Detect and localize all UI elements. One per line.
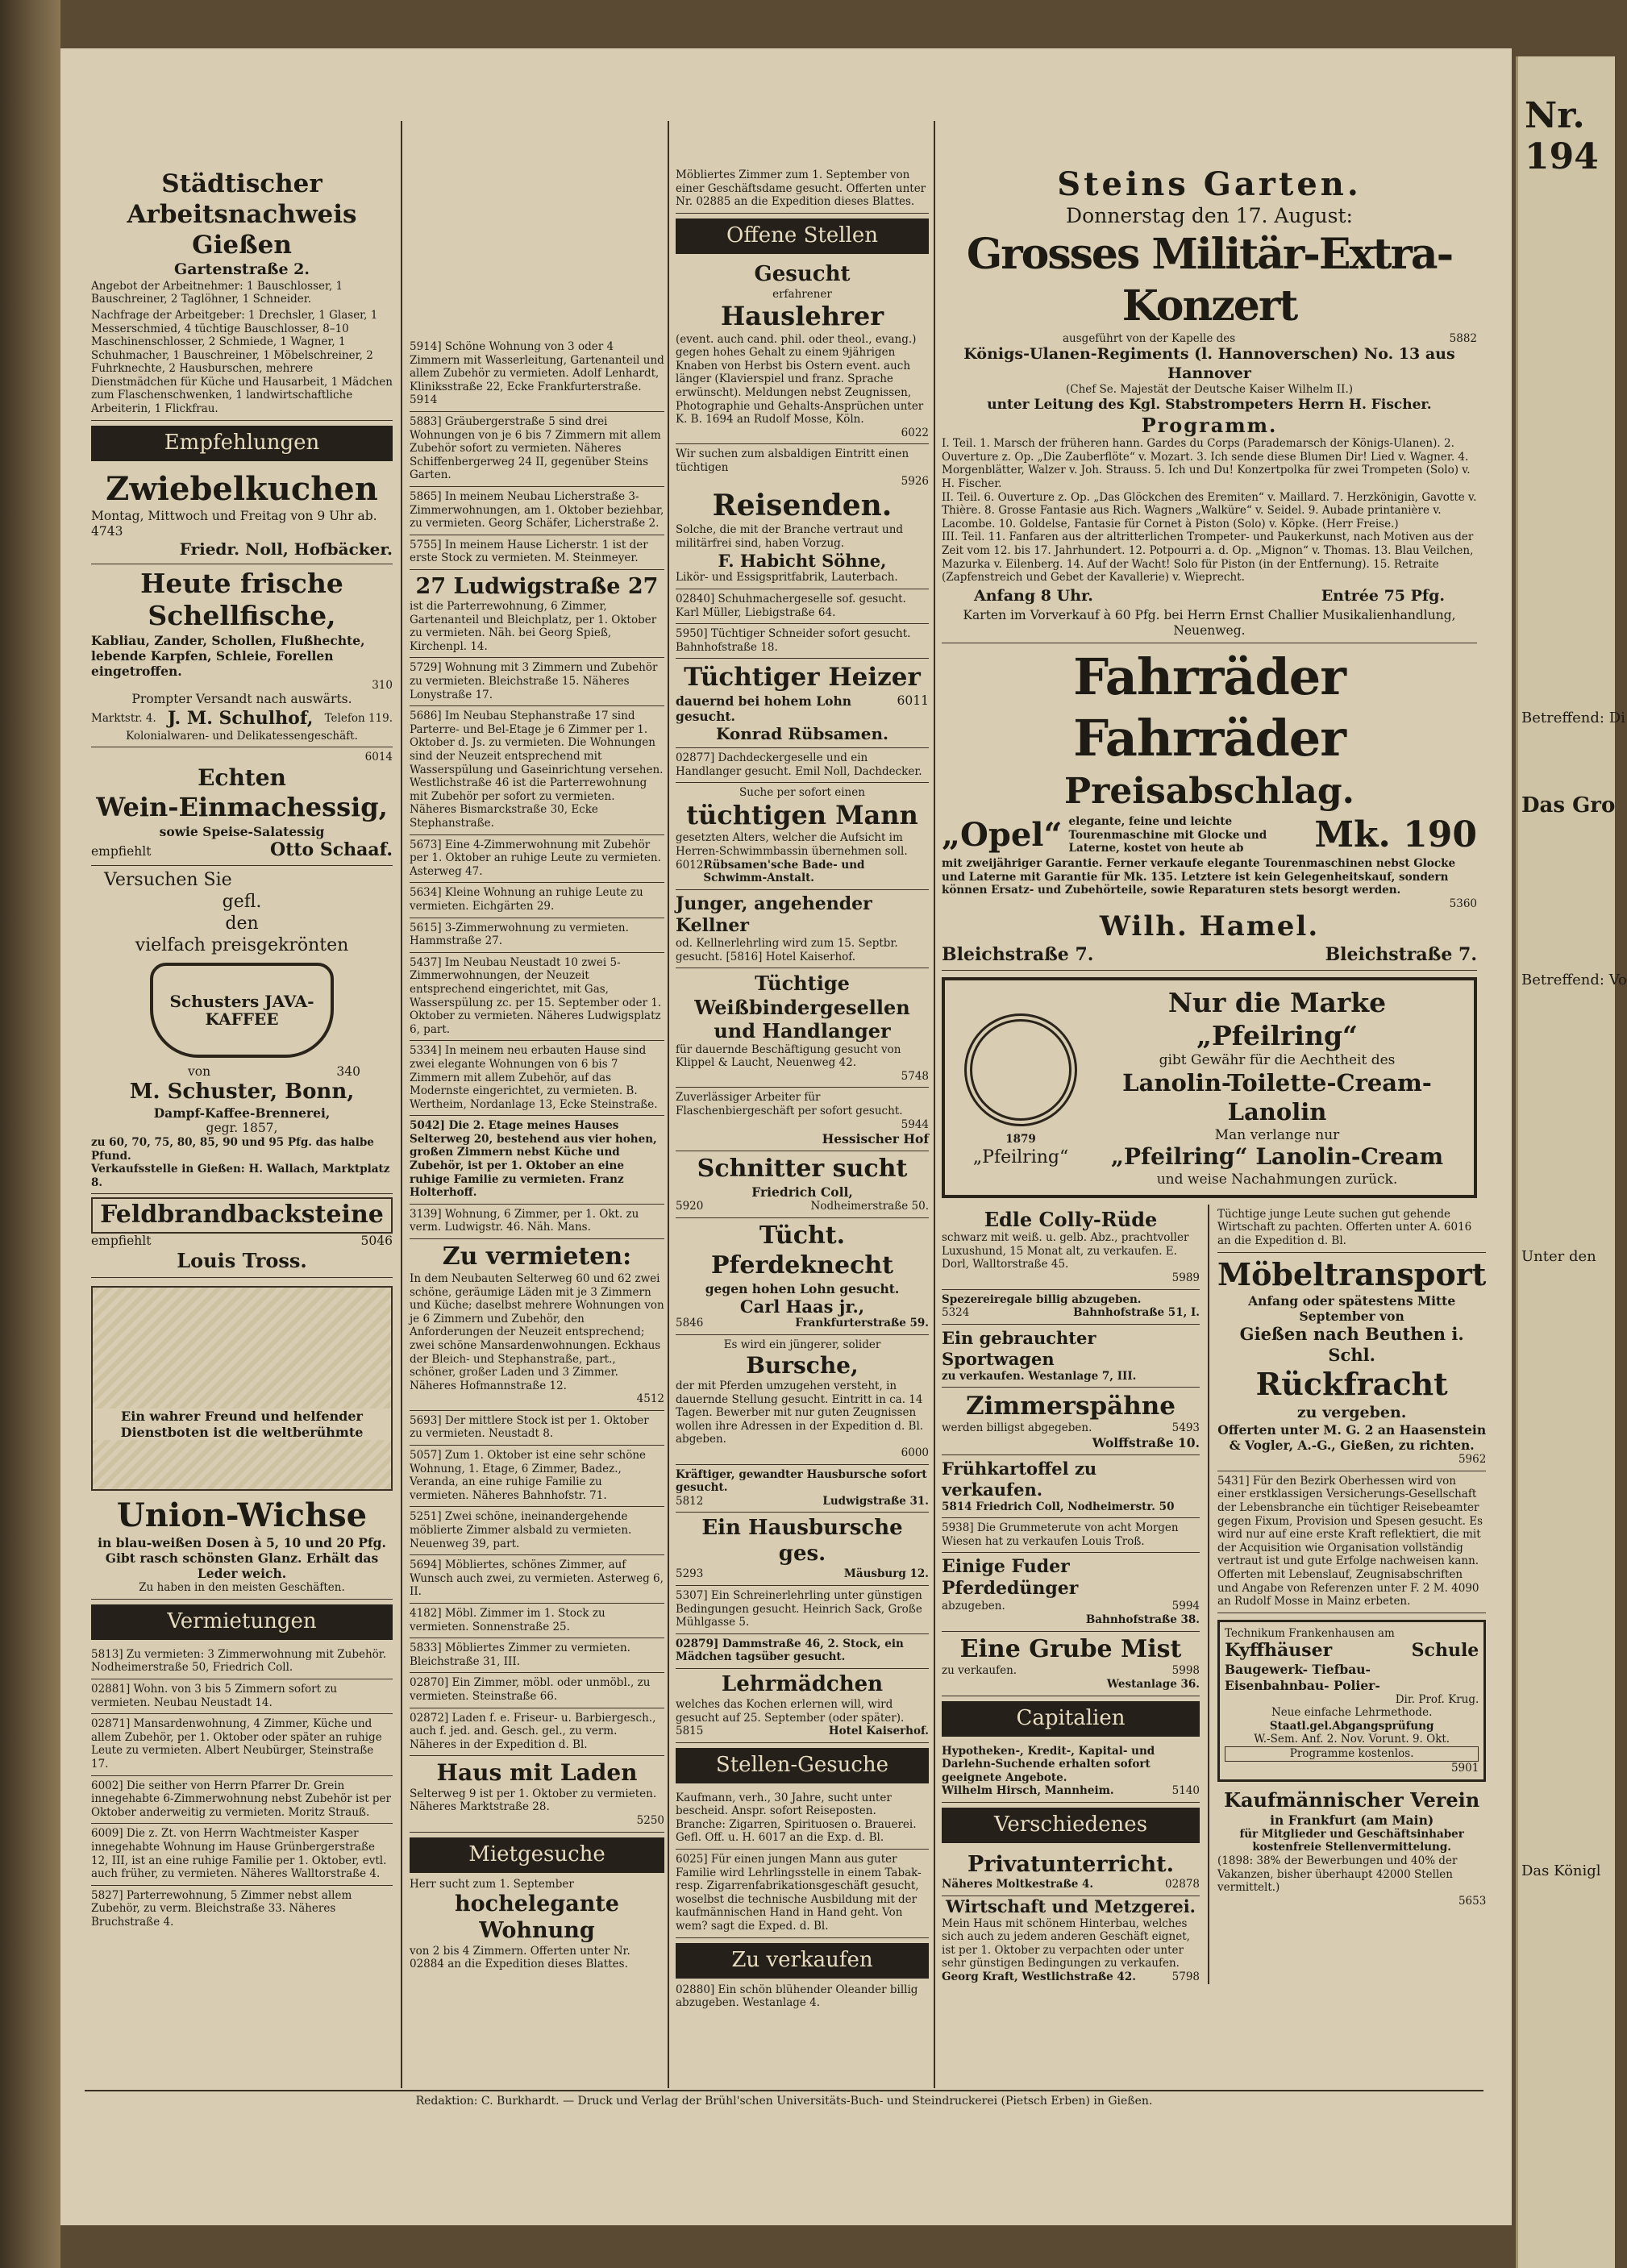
ad-text: „Pfeilring“: [972, 1146, 1069, 1167]
ad-text: schwarz mit weiß. u. gelb. Abz., prachtvoller Luxushund, 15 Monat alt, zu verkaufen. E. Dorl, Walltorstraße 45.: [942, 1231, 1189, 1271]
classified-item: 02871] Mansardenwohnung, 4 Zimmer, Küche und allem Zubehör, per 1. Oktober oder später an ruhige Leute zu vermieten. Albert Neubürger, Steinstraße 17.: [91, 1714, 393, 1775]
ad-text: Näheres Moltkestraße 4.: [942, 1878, 1094, 1891]
ad-text: von: [188, 1063, 211, 1079]
classified-item: 5938] Die Grummeterute von acht Morgen Wiesen hat zu verkaufen Louis Troß.: [942, 1518, 1200, 1553]
ad-text: Programme kostenlos.: [1225, 1746, 1479, 1762]
ad-number: 5653: [1458, 1894, 1487, 1908]
program-part: III. Teil. 11. Fanfaren aus der altritterlichen Trompeter- und Paukerkunst, nach Motiven aus der Zeit vom 12. bis 17. Jahrhundert. 12. Potpourri a. d. Op. „Mignon“ v. Thomas. 13. Blau Veilchen, Mazurka v. Eilenberg. 14. Auf der Wacht! Solo für Piston (in der Entfernung). 15. Retraite (Zapfenstreich und Gebet der Kavallerie) v. Wieprecht.: [942, 531, 1474, 585]
ad-brand-opel: „Opel“: [942, 816, 1063, 855]
classified-item: 02870] Ein Zimmer, möbl. oder unmöbl., zu vermieten. Steinstraße 66.: [410, 1673, 664, 1708]
ad-text: ausgeführt von der Kapelle des: [1063, 331, 1236, 345]
ad-text: (1898: 38% der Bewerbungen und 40% der Vakanzen, bisher überhaupt 42000 Stellen vermittelt.): [1217, 1854, 1458, 1895]
ad-number: 6011: [897, 693, 929, 708]
classified-item: 5827] Parterrewohnung, 5 Zimmer nebst allem Zubehör, zu verm. Bleichstraße 33. Näheres Bruchstraße 4.: [91, 1888, 352, 1929]
ad-address: Bahnhofstraße 51, I.: [1073, 1306, 1200, 1320]
ad-text: Spezereiregale billig abzugeben.: [942, 1292, 1142, 1306]
ad-text: Karten im Vorverkauf à 60 Pfg. bei Herrn Ernst Challier Musikalienhandlung, Neuenweg.: [963, 608, 1456, 639]
ad-text: Herr sucht zum 1. September: [410, 1877, 574, 1891]
classified-item: 5865] In meinem Neubau Licherstraße 3-Zimmerwohnungen, am 1. Oktober beziehbar, zu vermieten. Georg Schäfer, Licherstraße 2.: [410, 487, 664, 535]
ad-text: mit zweijähriger Garantie. Ferner verkaufe elegante Tourenmaschinen nebst Glocke und Laterne mit Garantie für Mk. 135. Letztere ist kein Gelegenheitskauf, sondern können Ersatz- und Zubehörteile, sowie Reparaturen stets besorgt werden.: [942, 856, 1456, 897]
ad-text: (Chef Se. Majestät der Deutsche Kaiser Wilhelm II.): [1065, 383, 1354, 397]
ad-title-wirtschaft: Wirtschaft und Metzgerei.: [945, 1896, 1196, 1916]
ad-text: empfiehlt: [91, 1234, 152, 1249]
ad-title: Echten: [198, 764, 286, 791]
ad-number: 5944: [901, 1117, 929, 1131]
ad-number: 6022: [901, 426, 929, 439]
next-page-fragment: Das Gro: [1521, 793, 1616, 818]
ad-text: Zu haben in den meisten Geschäften.: [139, 1581, 345, 1595]
ad-number: 5360: [1449, 897, 1477, 910]
ad-number: 5493: [1171, 1421, 1200, 1435]
ad-number: 5989: [1171, 1271, 1200, 1285]
ad-title-sportwagen: Ein gebrauchter Sportwagen: [942, 1327, 1096, 1369]
ad-text: Es wird ein jüngerer, solider: [723, 1338, 881, 1352]
column-1: [85, 165, 399, 1929]
ad-text: Staatl.gel.Abgangsprüfung: [1269, 1719, 1434, 1733]
ad-number: 5882: [1449, 331, 1477, 345]
ad-signature: Otto Schaaf.: [270, 839, 393, 860]
ad-text: werden billigst abgegeben.: [942, 1421, 1092, 1435]
ad-number: 5748: [901, 1069, 929, 1083]
ad-brand: „Pfeilring“ Lanolin-Cream: [1110, 1143, 1444, 1171]
ad-title-hochelegante-wohnung: hochelegante Wohnung: [455, 1891, 619, 1944]
column-2: [403, 337, 671, 1971]
ad-text: für dauernde Beschäftigung gesucht von Klippel & Laucht, Neuenweg 42.: [676, 1042, 901, 1070]
classified-item: 02877] Dachdeckergeselle und ein Handlanger gesucht. Emil Noll, Dachdecker.: [676, 748, 929, 783]
ad-text: Man verlange nur: [1214, 1126, 1340, 1143]
ad-signature: Hotel Kaiserhof.: [828, 1725, 929, 1738]
ad-signature: J. M. Schulhof,: [167, 707, 314, 729]
ad-text: vielfach preisgekrönten: [135, 934, 349, 955]
next-page-fragment: Unter den: [1521, 1247, 1596, 1265]
ad-title-colly: Edle Colly-Rüde: [984, 1207, 1158, 1231]
ad-title-kyffhaeuser: Kyffhäuser: [1225, 1640, 1333, 1662]
classified-item: 02872] Laden f. e. Friseur- u. Barbiergesch., auch f. jed. and. Gesch. gel., zu verm. Näheres in der Expedition d. Bl.: [410, 1708, 664, 1757]
ad-number: 4512: [636, 1392, 664, 1406]
ad-text: Verkaufsstelle in Gießen: H. Wallach, Marktplatz 8.: [91, 1163, 390, 1189]
ad-address: Ludwigstraße 31.: [822, 1494, 929, 1508]
classified-item: 5431] Für den Bezirk Oberhessen wird von einer erstklassigen Versicherungs-Gesellschaft der Lebensbranche ein tüchtiger Reisebeamter gegen Fixum, Provision und Spesen gesucht. Es wird nur auf eine erste Kraft reflektiert, die mit der Acquisition wie Organisation vollständig vertraut ist und gute Erfolge nachweisen kann. Offerten mit Lebenslauf, Zeugnisabschriften und Angabe von Referenzen unter F. 2 M. 4090 an Rudolf Mosse in Mainz erbeten.: [1217, 1471, 1486, 1613]
pfeilring-ad: [942, 977, 1477, 1198]
ad-address: Frankfurterstraße 59.: [795, 1317, 929, 1330]
ad-title-schnitter: Schnitter sucht: [697, 1155, 908, 1184]
ad-number: 6014: [364, 751, 393, 764]
classified-item: 5334] In meinem neu erbauten Hause sind zwei elegante Wohnungen von 6 bis 7 Zimmern mit allem Zubehör, auf das Modernste eingerichtet, zu vermieten. B. Wertheim, Nordanlage 13, Ecke Steinstraße.: [410, 1041, 664, 1116]
ad-address: Bleichstraße 7.: [1325, 944, 1477, 966]
section-banner-capitalien: Capitalien: [942, 1701, 1200, 1737]
classified-item: 5813] Zu vermieten: 3 Zimmerwohnung mit Zubehör. Nodheimerstraße 50, Friedrich Coll.: [91, 1645, 393, 1679]
ad-text: od. Kellnerlehrling wird zum 15. Septbr. gesucht. [5816] Hotel Kaiserhof.: [676, 936, 898, 963]
classified-item: 5729] Wohnung mit 3 Zimmern und Zubehör zu vermieten. Bleichstraße 15. Näheres Lonystraße 17.: [410, 658, 664, 706]
classified-item: 6009] Die z. Zt. von Herrn Wachtmeister Kasper innegehabte Wohnung im Hause Grünbergerstraße 12, III, ist an eine ruhige Familie per 1. Oktober, evtl. auch früher, zu vermieten. Näheres Walltorstraße 4.: [91, 1824, 393, 1885]
classified-item: 5686] Im Neubau Stephanstraße 17 sind Parterre- und Bel-Etage je 6 Zimmer per 1. Oktober d. Js. zu vermieten. Die Wohnungen sind der Neuzeit entsprechend mit Wasserspülung und Gaseinrichtung versehen. Westlichstraße 46 ist die Parterrewohnung mit Zubehör per sofort zu vermieten. Näheres Bismarckstraße 30, Ecke Stephanstraße.: [410, 706, 664, 834]
ad-text: Anfang oder spätestens Mitte September von: [1248, 1293, 1456, 1325]
section-banner-offene-stellen: Offene Stellen: [676, 218, 929, 254]
ad-text: Prompter Versandt nach auswärts.: [131, 692, 352, 707]
classified-item: 02879] Dammstraße 46, 2. Stock, ein Mädchen tagsüber gesucht.: [676, 1634, 929, 1669]
ad-text: der mit Pferden umzugehen versteht, in dauernde Stellung gesucht. Eintritt in ca. 14 Tagen. Bewerber mit nur guten Zeugnissen wollen ihre Adressen in der Expedition d. Bl. abgeben.: [676, 1380, 924, 1446]
ad-text: dauernd bei hohem Lohn gesucht.: [676, 693, 851, 724]
classified-item: Kaufmann, verh., 30 Jahre, sucht unter bescheid. Anspr. sofort Reiseposten. Branche: Zigarren, Spirituosen o. Brauerei. Gefl. Off. u. H. 6017 an die Exp. d. Bl.: [676, 1788, 929, 1850]
classified-item: 5673] Eine 4-Zimmerwohnung mit Zubehör per 1. Oktober an ruhige Leute zu vermieten. Asterweg 47.: [410, 835, 664, 884]
ad-title-hausbursche: Ein Hausbursche ges.: [701, 1516, 903, 1567]
coffee-cup-logo: Schusters JAVA-KAFFEE: [150, 963, 334, 1058]
section-banner-verschiedenes: Verschiedenes: [942, 1808, 1200, 1843]
ad-number: 310: [372, 678, 393, 692]
classified-item: Möbliertes Zimmer zum 1. September von einer Geschäftsdame gesucht. Offerten unter Nr. 02885 an die Expedition dieses Blattes.: [676, 165, 929, 214]
ad-title-rueckfracht: Rückfracht: [1255, 1366, 1448, 1403]
next-page-fragment: Betreffend: Vo: [1521, 972, 1627, 988]
ad-text: Versuchen Sie: [104, 869, 232, 890]
ad-address: Mäusburg 12.: [843, 1567, 929, 1581]
classified-item: 5833] Möbliertes Zimmer zu vermieten. Bleichstraße 31, III.: [410, 1638, 664, 1673]
ad-number: 5812: [676, 1494, 704, 1508]
ad-number: 5046: [360, 1234, 393, 1249]
ad-text: sowie Speise-Salatessig: [159, 823, 325, 839]
ad-signature: Wilhelm Hirsch, Mannheim.: [942, 1784, 1114, 1798]
ad-signature: Louis Tross.: [177, 1249, 307, 1273]
ad-year: 1879: [1005, 1133, 1036, 1146]
ad-title-pfeilring: Nur die Marke „Pfeilring“: [1167, 987, 1387, 1051]
classified-item: 02840] Schuhmachergeselle sof. gesucht. Karl Müller, Liebigstraße 64.: [676, 589, 929, 624]
ad-text: Kräftiger, gewandter Hausbursche sofort gesucht.: [676, 1467, 927, 1495]
ad-number: 5926: [901, 474, 929, 488]
column-4: [935, 161, 1487, 1984]
ad-number: 5994: [1171, 1600, 1200, 1613]
ad-number: 5815: [676, 1725, 704, 1738]
classified-item: 5307] Ein Schreinerlehrling unter günstigen Bedingungen gesucht. Heinrich Sack, Große Mühlgasse 5.: [676, 1586, 929, 1634]
ad-signature: Friedrich Coll,: [751, 1184, 853, 1201]
ad-text: Wir suchen zum alsbaldigen Eintritt einen tüchtigen: [676, 447, 909, 475]
ad-subtitle-programm: Programm.: [1141, 413, 1278, 437]
ad-number: 02878: [1165, 1878, 1200, 1891]
ad-number: 5920: [676, 1200, 704, 1213]
ad-number: 4743: [91, 523, 123, 539]
ad-price: Mk. 190: [1314, 814, 1477, 855]
ad-text: in Frankfurt (am Main): [1270, 1812, 1434, 1828]
ad-title-tuechtigen-mann: tüchtigen Mann: [686, 800, 918, 831]
ad-address: Wolffstraße 10.: [1092, 1434, 1200, 1450]
ad-address: Bleichstraße 7.: [942, 944, 1094, 966]
ad-text: Suche per sofort einen: [739, 786, 865, 800]
ad-signature: Hessischer Hof: [822, 1131, 929, 1147]
ad-text: empfiehlt: [91, 843, 152, 859]
classified-item: 5042] Die 2. Etage meines Hauses Selterweg 20, bestehend aus vier hohen, großen Zimmern nebst Küche und Zubehör, ist per 1. Oktober an eine ruhige Familie zu vermieten. Franz Holterhoff.: [410, 1116, 664, 1205]
column-rule: [401, 121, 402, 2088]
nachfrage-text: Nachfrage der Arbeitgeber: 1 Drechsler, 1 Glaser, 1 Messerschmied, 4 tüchtige Bauschlosser, 8–10 Maschinenschlosser, 2 Schmiede, 1 Wagner, 1 Schuhmacher, 1 Bauschreiner, 1 Möbelschreiner, 2 Fuhrknechte, 2 Hausburschen, mehrere Dienstmädchen für Küche und Hausarbeit, 1 Mädchen zum Flaschenschwenken, 1 landwirtschaftliche Arbeiterin, 1 Flickfrau.: [91, 308, 393, 416]
ad-title-ludwigstrasse: 27 Ludwigstraße 27: [415, 573, 659, 599]
ad-title-kellner: Junger, angehender Kellner: [676, 893, 872, 936]
ad-signature: Rübsamen'sche Bade- und Schwimm-Anstalt.: [703, 858, 865, 885]
ad-title-fahrraeder: Fahrräder Fahrräder: [1073, 647, 1346, 768]
ad-signature: Carl Haas jr.,: [739, 1296, 865, 1317]
classified-item: 5251] Zwei schöne, ineinandergehende möblierte Zimmer alsbald zu vermieten. Neuenweg 39, part.: [410, 1507, 664, 1555]
ad-text: Gießen nach Beuthen i. Schl.: [1239, 1324, 1464, 1366]
ad-text: gegen hohen Lohn gesucht.: [705, 1280, 900, 1296]
ad-number: 5140: [1171, 1784, 1200, 1798]
ad-text: für Mitglieder und Geschäftsinhaber kostenfreie Stellenvermittelung.: [1239, 1827, 1464, 1854]
ad-title-zwiebelkuchen: Zwiebelkuchen: [106, 469, 378, 508]
ad-address: Marktstr. 4.: [91, 711, 156, 725]
classified-item: 6002] Die seither von Herrn Pfarrer Dr. Grein innegehabte 6-Zimmerwohnung nebst Zubehör ist per Oktober anderweitig zu vermieten. Moritz Strauß.: [91, 1776, 393, 1825]
ad-text: ist die Parterrewohnung, 6 Zimmer, Gartenanteil und Bleichplatz, per 1. Oktober zu vermieten. Näh. bei Georg Spieß, Kirchenpl. 14.: [410, 600, 657, 653]
ad-number: 5324: [942, 1306, 970, 1320]
ad-number: 5901: [1450, 1761, 1479, 1775]
ad-signature: M. Schuster, Bonn,: [129, 1079, 355, 1104]
kyffhaeuser-ad: [1217, 1620, 1486, 1782]
ad-text: zu verkaufen. Westanlage 7, III.: [942, 1369, 1137, 1383]
classified-item: 5694] Möbliertes, schönes Zimmer, auf Wunsch auch zwei, zu vermieten. Asterweg 6, II.: [410, 1555, 664, 1604]
ad-title-grube-mist: Eine Grube Mist: [959, 1634, 1182, 1663]
ad-title-hauslehrer: Hauslehrer: [720, 301, 884, 332]
ad-signature: F. Habicht Söhne,: [718, 550, 887, 571]
ad-text: zu vergeben.: [1296, 1403, 1407, 1421]
ad-title-union-wichse: Union-Wichse: [116, 1496, 368, 1534]
classified-item: 5950] Tüchtiger Schneider sofort gesucht. Bahnhofstraße 18.: [676, 624, 929, 659]
classified-item: 3139] Wohnung, 6 Zimmer, per 1. Okt. zu verm. Ludwigstr. 46. Näh. Mans.: [410, 1205, 664, 1239]
ad-title-weissbinder: Tüchtige Weißbindergesellen und Handlanger: [694, 972, 910, 1043]
ad-text: Gesucht: [754, 261, 851, 286]
ad-text: Dampf-Kaffee-Brennerei,: [153, 1105, 331, 1121]
ad-text: Ein wahrer Freund und helfender Dienstboten ist die weltberühmte: [93, 1409, 391, 1440]
ad-title-wein-einmachessig: Wein-Einmachessig,: [96, 792, 388, 823]
masthead-title: Städtischer Arbeitsnachweis Gießen: [127, 169, 357, 260]
ad-address: Bahnhofstraße 38.: [1085, 1613, 1200, 1626]
ad-signature: Wilh. Hamel.: [1099, 910, 1320, 943]
ad-number: 5962: [1458, 1453, 1487, 1467]
ad-number: 5293: [676, 1567, 704, 1581]
ad-text: 5814 Friedrich Coll, Nodheimerstr. 50: [942, 1500, 1175, 1513]
ad-number: 5998: [1171, 1664, 1200, 1678]
ad-text: Montag, Mittwoch und Freitag von 9 Uhr ab.: [91, 508, 377, 523]
program-part: II. Teil. 6. Ouverture z. Op. „Das Glöckchen des Eremiten“ v. Maillard. 7. Herzkönigin, Gavotte v. Thière. 8. Grosse Fantasie aus Rich. Wagners „Walküre“ v. Seidel. 9. Aubade printanière v. Lacombe. 10. Goldelse, Fantasie für Cornet à Piston (Solo) v. Köpke. (Herr Freise.): [942, 490, 1477, 531]
ad-text: zu 60, 70, 75, 80, 85, 90 und 95 Pfg. das halbe Pfund.: [91, 1136, 374, 1163]
ad-title-privatunterricht: Privatunterricht.: [967, 1851, 1174, 1877]
book-binding: [0, 0, 60, 2268]
pfeilring-logo: [964, 1013, 1077, 1126]
column-3: [669, 165, 935, 2010]
ad-title-kaufmaennischer-verein: Kaufmännischer Verein: [1224, 1788, 1480, 1812]
ad-product: Lanolin-Toilette-Cream-Lanolin: [1122, 1069, 1432, 1126]
classified-item: 5883] Gräubergerstraße 5 sind drei Wohnungen von je 6 bis 7 Zimmern mit allem Zubehör sofort zu vermieten. Näheres Schiffenbergerweg 24 II, gegenüber Steins Garten.: [410, 412, 664, 487]
ad-text: Entrée 75 Pfg.: [1321, 586, 1445, 605]
ad-text: gefl.: [222, 891, 262, 912]
ad-text: (event. auch cand. phil. oder theol., evang.) gegen hohes Gehalt zu einem 9jährigen Knaben von Herbst bis Ostern event. auch länger (Klavierspiel und franz. Sprache erwünscht). Meldungen nebst Zeugnissen, Photographie und Gehalts-Ansprüchen unter K. B. 1694 an Rudolf Mosse, Köln.: [676, 332, 924, 427]
classified-item: Tüchtige junge Leute suchen gut gehende Wirtschaft zu pachten. Offerten unter A. 6016 an die Expedition d. Bl.: [1217, 1205, 1486, 1253]
ad-title-steins-garten: Steins Garten.: [1057, 165, 1362, 203]
classified-item: 4182] Möbl. Zimmer im 1. Stock zu vermieten. Sonnenstraße 25.: [410, 1604, 664, 1638]
ad-text: unter Leitung des Kgl. Stabstrompeters Herrn H. Fischer.: [987, 396, 1432, 413]
angebot-text: Angebot der Arbeitnehmer: 1 Bauschlosser, 1 Bauschreiner, 2 Taglöhner, 1 Schneider.: [91, 279, 343, 306]
ad-number: 5250: [636, 1813, 664, 1827]
ad-text: gesetzten Alters, welcher die Aufsicht im Herren-Schwimmbassin übernehmen soll.: [676, 831, 908, 859]
ad-title-zu-vermieten: Zu vermieten:: [442, 1242, 632, 1271]
ad-text: Kabliau, Zander, Schollen, Flußhechte, lebende Karpfen, Schleie, Forellen eingetroffen.: [91, 632, 365, 679]
ad-title-lehrmaedchen: Lehrmädchen: [721, 1671, 884, 1696]
ad-text: Hypotheken-, Kredit-, Kapital- und Darlehn-Suchende erhalten sofort geeignete Angebote.: [942, 1744, 1155, 1784]
union-wichse-illustration: [91, 1286, 393, 1491]
ad-text: Baugewerk- Tiefbau- Eisenbahnbau- Polier-: [1225, 1662, 1380, 1693]
ad-title-pferdeduenger: Einige Fuder Pferdedünger: [942, 1556, 1079, 1600]
ad-title-zimmerspaehne: Zimmerspähne: [965, 1392, 1176, 1421]
ad-text: Schule: [1411, 1640, 1479, 1662]
ad-text: Solche, die mit der Branche vertraut und militärfrei sind, haben Vorzug.: [676, 523, 904, 551]
ad-number: 340: [336, 1063, 360, 1079]
ad-number: 6000: [901, 1446, 929, 1460]
classified-item: 5057] Zum 1. Oktober ist eine sehr schöne Wohnung, 1. Etage, 6 Zimmer, Badez., Veranda, an eine ruhige Familie zu vermieten. Näheres Bahnhofstr. 71.: [410, 1446, 664, 1507]
ad-signature: Friedr. Noll, Hofbäcker.: [179, 539, 393, 559]
program-part: I. Teil. 1. Marsch der früheren hann. Gardes du Corps (Parademarsch der Königs-Ulanen). 2. Ouverture z. Op. „Die Zauberflöte“ v. Mozart. 3. Ich sende diese Blumen Dir! Lied v. Wagner. 4. Morgenblätter, Walzer v. Joh. Strauss. 5. Ich und Du! Konzertpolka für zwei Trompeten (Solo) v. H. Fischer.: [942, 437, 1471, 490]
ad-address: Nodheimerstraße 50.: [810, 1200, 929, 1213]
ad-signature: Konrad Rübsamen.: [715, 723, 889, 743]
classified-item: 5634] Kleine Wohnung an ruhige Leute zu vermieten. Eichgärten 29.: [410, 883, 664, 918]
classified-item: 5914] Schöne Wohnung von 3 oder 4 Zimmern mit Wasserleitung, Gartenanteil und allem Zubehör zu vermieten. Adolf Lenhardt, Kliniksstraße 22, Ecke Frankfurterstraße. 5914: [410, 337, 664, 412]
ad-text: Likör- und Essigspritfabrik, Lauterbach.: [676, 571, 898, 585]
ad-title-bursche: Bursche,: [746, 1351, 859, 1379]
ad-text: Neue einfache Lehrmethode.: [1271, 1706, 1433, 1720]
ad-title-militaer-konzert: Grosses Militär-Extra-Konzert: [966, 229, 1453, 331]
classified-item: 02881] Wohn. von 3 bis 5 Zimmern sofort zu vermieten. Neubau Neustadt 14.: [91, 1679, 393, 1714]
ad-text: von 2 bis 4 Zimmern. Offerten unter Nr. 02884 an die Expedition dieses Blattes.: [410, 1944, 630, 1971]
ad-text: zu verkaufen.: [942, 1664, 1017, 1678]
ad-text: Anfang 8 Uhr.: [974, 586, 1093, 605]
classified-item: 02880] Ein schön blühender Oleander billig abzugeben. Westanlage 4.: [676, 1983, 918, 2010]
next-page-edge: [1516, 56, 1627, 2268]
ad-title-pferdeknecht: Tücht. Pferdeknecht: [710, 1221, 894, 1280]
ad-number: 5846: [676, 1317, 704, 1330]
next-page-header: Nr. 194: [1525, 95, 1599, 177]
section-banner-zu-verkaufen: Zu verkaufen: [676, 1943, 929, 1979]
ad-title-heizer: Tüchtiger Heizer: [684, 663, 921, 693]
ad-text: elegante, feine und leichte Tourenmaschine mit Glocke und Laterne, kostet von heute ab: [1068, 814, 1267, 855]
ad-title-haus-mit-laden: Haus mit Laden: [436, 1759, 638, 1787]
ad-text: In dem Neubauten Selterweg 60 und 62 zwei schöne, geräumige Läden mit je 3 Zimmern und Küche; daselbst mehrere Wohnungen von je 6 Zimmern und Zubehör, den Anforderungen der Neuzeit entsprechend; zwei schöne Mansardenwohnungen. Eckhaus der Bleich- und Stephanstraße, part., schöner, großer Laden und 3 Zimmer. Näheres Hofmannstraße 12.: [410, 1271, 664, 1392]
ad-text: erfahrener: [772, 287, 832, 301]
ad-text: welches das Kochen erlernen will, wird gesucht auf 25. September (oder später).: [676, 1697, 905, 1725]
ad-text: Kolonialwaren- und Delikatessengeschäft.: [126, 729, 358, 743]
classified-item: 5693] Der mittlere Stock ist per 1. Oktober zu vermieten. Neustadt 8.: [410, 1411, 664, 1446]
page-footer-imprint: Redaktion: C. Burkhardt. — Druck und Verlag der Brühl'schen Universitäts-Buch- und Steindruckerei (Pietsch Erben) in Gießen.: [85, 2090, 1483, 2108]
classified-item: 5615] 3-Zimmerwohnung zu vermieten. Hammstraße 27.: [410, 918, 664, 953]
ad-text: und weise Nachahmungen zurück.: [1156, 1171, 1398, 1188]
ad-title-moebeltransport: Möbeltransport: [1217, 1255, 1487, 1292]
section-banner-empfehlungen: Empfehlungen: [91, 426, 393, 461]
masthead-subtitle: Gartenstraße 2.: [174, 260, 310, 279]
ad-text: gegr. 1857,: [206, 1120, 278, 1135]
ad-text: Königs-Ulanen-Regiments (l. Hannoverschen) No. 13 aus Hannover: [963, 345, 1455, 382]
ad-text: Mein Haus mit schönem Hinterbau, welches sich auch zu jedem anderen Geschäft eignet, ist per 1. Oktober zu verpachten oder unter sehr günstigen Bedingungen zu verkaufen.: [942, 1916, 1190, 1970]
ad-text: abzugeben.: [942, 1600, 1005, 1613]
ad-text: den: [225, 913, 259, 934]
ad-text: Technikum Frankenhausen am: [1225, 1626, 1395, 1640]
ad-text: Zuverlässiger Arbeiter für Flaschenbiergeschäft per sofort gesucht.: [676, 1091, 903, 1118]
section-banner-stellen-gesuche: Stellen-Gesuche: [676, 1748, 929, 1783]
ad-subtitle-preisabschlag: Preisabschlag.: [1064, 770, 1354, 812]
section-banner-mietgesuche: Mietgesuche: [410, 1837, 664, 1873]
ad-number: 5798: [1171, 1970, 1200, 1983]
ad-telefon: Telefon 119.: [324, 711, 393, 725]
ad-text: Dir. Prof. Krug.: [1395, 1692, 1479, 1706]
next-page-fragment: Das Königl: [1521, 1862, 1601, 1879]
ad-text: Donnerstag den 17. August:: [1066, 204, 1353, 228]
classified-item: 6025] Für einen jungen Mann aus guter Familie wird Lehrlingsstelle in einem Tabak- resp. Zigarrenfabrikationsgeschäft gesucht, woselbst die technische Ausbildung mit der kaufmännischen Hand in Hand geht. Von wem? sagt die Exped. d. Bl.: [676, 1850, 929, 1938]
next-page-fragment: Betreffend: Di: [1521, 710, 1625, 726]
section-banner-vermietungen: Vermietungen: [91, 1604, 393, 1640]
ad-signature: Georg Kraft, Westlichstraße 42.: [942, 1970, 1136, 1983]
ad-number: 6012: [676, 858, 704, 872]
ad-text: in blau-weißen Dosen à 5, 10 und 20 Pfg. Gibt rasch schönsten Glanz. Erhält das Leder weich.: [98, 1535, 386, 1582]
ad-title-schellfische: Heute frische Schellfische,: [140, 567, 343, 632]
ad-text: gibt Gewähr für die Aechtheit des: [1159, 1052, 1396, 1069]
ad-title-fruehkartoffel: Frühkartoffel zu verkaufen.: [942, 1458, 1097, 1500]
ad-text: W.-Sem. Anf. 2. Nov. Vorunt. 9. Okt.: [1254, 1733, 1450, 1746]
classified-item: 5437] Im Neubau Neustadt 10 zwei 5-Zimmerwohnungen, der Neuzeit entsprechend eingerichtet, mit Gas, Wasserspülung zc. per 15. September oder 1. Oktober zu vermieten. Näheres Ludwigsplatz 6, part.: [410, 953, 664, 1042]
ad-text: Selterweg 9 ist per 1. Oktober zu vermieten. Näheres Marktstraße 28.: [410, 1787, 657, 1814]
ad-title-feldbrandbacksteine: Feldbrandbacksteine: [91, 1197, 393, 1234]
classified-item: 5755] In meinem Hause Licherstr. 1 ist der erste Stock zu vermieten. M. Steinmeyer.: [410, 535, 664, 570]
ad-address: Westanlage 36.: [1106, 1678, 1200, 1692]
ad-title-reisenden: Reisenden.: [712, 489, 893, 523]
ad-text: Offerten unter M. G. 2 an Haasenstein & Vogler, A.-G., Gießen, zu richten.: [1217, 1422, 1487, 1454]
